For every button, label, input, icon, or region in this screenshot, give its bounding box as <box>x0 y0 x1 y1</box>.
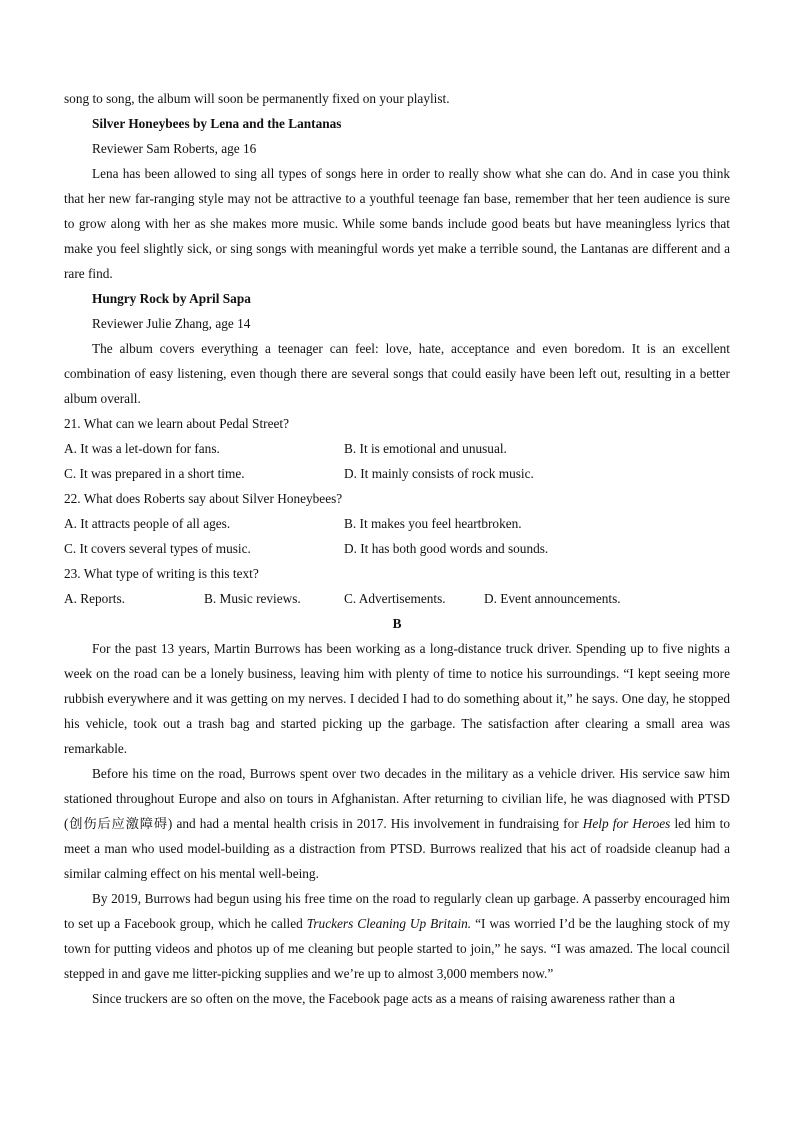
review-title-silver-honeybees: Silver Honeybees by Lena and the Lantanas <box>92 116 342 131</box>
help-for-heroes-title: Help for Heroes <box>582 816 671 831</box>
question-23-options <box>64 586 730 611</box>
passage-b-paragraph-2: Before his time on the road, Burrows spent over two decades in the military as a vehicle driver. His service saw him stationed throughout Europe and also on tours in Afghanistan. After returning to civilian life, he was diagnosed with PTSD (创伤后应激障碍) and had a mental health crisis in 2017. His involvement in fundraising for Help for Heroes led him to meet a man who used model-building as a distraction from PTSD. Burrows realized that his act of roadside cleanup had a similar calming effect on his mental well-being. <box>64 766 730 881</box>
option-23-a: A. Reports. <box>64 591 125 606</box>
truckers-group-title: Truckers Cleaning Up Britain. <box>306 916 472 931</box>
question-22: 22. What does Roberts say about Silver Honeybees? <box>64 491 343 506</box>
option-23-b: B. Music reviews. <box>204 591 301 606</box>
intro-tail: song to song, the album will soon be permanently fixed on your playlist. <box>64 91 450 106</box>
option-22-a: A. It attracts people of all ages. <box>64 516 231 531</box>
option-22-c: C. It covers several types of music. <box>64 541 251 556</box>
passage-b-paragraph-3: By 2019, Burrows had begun using his free time on the road to regularly clean up garbage. A passerby encouraged him to set up a Facebook group, which he called Truckers Cleaning Up Britain. “I was worried I’d be the laughing stock of my town for putting videos and photos up of me cleaning but people started to join,” he says. “I was amazed. The local council stepped in and gave me litter-picking supplies and we’re up to almost 3,000 members now.” <box>64 891 730 981</box>
option-21-a: A. It was a let-down for fans. <box>64 441 220 456</box>
reviewer-julie-zhang: Reviewer Julie Zhang, age 14 <box>92 316 251 331</box>
question-21-options-row-1 <box>64 436 730 461</box>
option-23-c: C. Advertisements. <box>344 591 446 606</box>
question-23: 23. What type of writing is this text? <box>64 566 259 581</box>
review-title-hungry-rock: Hungry Rock by April Sapa <box>92 291 251 306</box>
passage-b-paragraph-1: For the past 13 years, Martin Burrows has been working as a long-distance truck driver. Spending up to five nights a week on the road can be a lonely business, leaving him with plenty of time to notice his surroundings. “I kept seeing more rubbish everywhere and it was getting on my nerves. I decided I had to do something about it,” he says. One day, he stopped his vehicle, took out a trash bag and started picking up the garbage. The satisfaction after clearing a small area was remarkable. <box>64 641 730 756</box>
option-21-d: D. It mainly consists of rock music. <box>344 466 534 481</box>
review-body-hungry-rock: The album covers everything a teenager can feel: love, hate, acceptance and even boredom. It is an excellent combination of easy listening, even though there are several songs that could easily have been left out, resulting in a better album overall. <box>64 341 730 406</box>
question-21-options-row-2 <box>64 461 730 486</box>
question-22-options-row-1 <box>64 511 730 536</box>
option-22-d: D. It has both good words and sounds. <box>344 541 549 556</box>
option-22-b: B. It makes you feel heartbroken. <box>344 516 522 531</box>
option-21-b: B. It is emotional and unusual. <box>344 441 507 456</box>
section-b-label: B <box>392 616 402 631</box>
review-body-silver-honeybees: Lena has been allowed to sing all types of songs here in order to really show what she can do. And in case you think that her new far-ranging style may not be attractive to a youthful teenage fan base, remember that her teen audience is sure to grow along with her as she makes more music. While some bands include good beats but have meaningless lyrics that make you feel slightly sick, or sing songs with meaningful words yet make a terrible sound, the Lantanas are different and a rare find. <box>64 166 730 281</box>
passage-b-paragraph-4: Since truckers are so often on the move, the Facebook page acts as a means of raising awareness rather than a <box>92 991 675 1006</box>
question-22-options-row-2 <box>64 536 730 561</box>
question-21: 21. What can we learn about Pedal Street? <box>64 416 289 431</box>
option-21-c: C. It was prepared in a short time. <box>64 466 245 481</box>
option-23-d: D. Event announcements. <box>484 591 621 606</box>
document-page <box>64 86 730 1011</box>
reviewer-sam-roberts: Reviewer Sam Roberts, age 16 <box>92 141 257 156</box>
